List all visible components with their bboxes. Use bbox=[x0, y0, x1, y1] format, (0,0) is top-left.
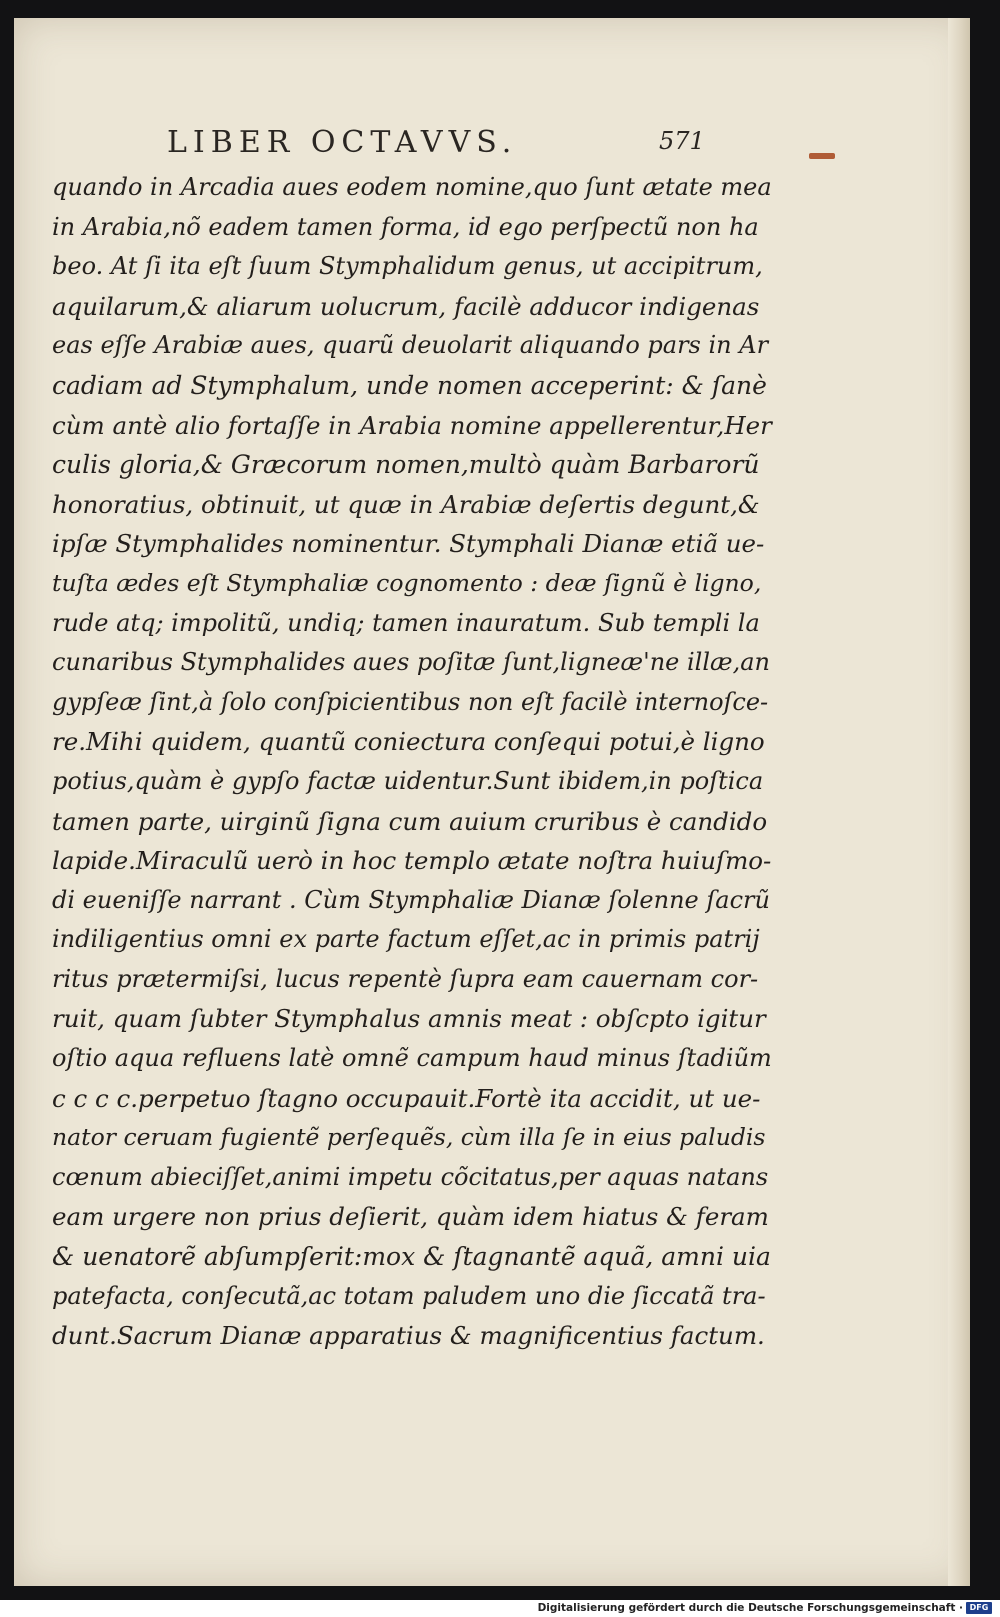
text-line: eas eſſe Arabiæ aues, quarũ deuolarit aliquando pars in Ar bbox=[52, 331, 769, 360]
text-line: honoratius, obtinuit, ut quæ in Arabiæ deſertis degunt,& bbox=[52, 489, 760, 519]
text-line: di eueniſſe narrant . Cùm Stymphaliæ Dianæ ſolenne ſacrũ bbox=[52, 885, 770, 914]
text-line: lapide.Miraculũ uerò in hoc templo ætate noſtra huiuſmo- bbox=[52, 846, 772, 876]
text-line: potius,quàm è gypſo factæ uidentur.Sunt ibidem,in poſtica bbox=[52, 766, 764, 795]
margin-ink-mark bbox=[809, 153, 835, 159]
text-line: oſtio aqua refluens latè omnẽ campum haud minus ſtadiũm bbox=[52, 1044, 772, 1073]
text-line: eam urgere non prius deſierit, quàm idem hiatus & feram bbox=[52, 1202, 769, 1232]
text-line: rude atq; impolitũ, undiq; tamen inauratum. Sub templi la bbox=[52, 608, 760, 637]
text-line: indiligentius omni ex parte factum eſſet,ac in primis patrij bbox=[52, 925, 760, 954]
text-line: ritus prætermiſsi, lucus repentè ſupra eam cauernam cor- bbox=[52, 964, 759, 993]
text-line: re.Mihi quidem, quantũ coniectura conſequi potui,è ligno bbox=[52, 727, 765, 757]
text-line: patefacta, conſecutã,ac totam paludem uno die ſiccatã tra- bbox=[52, 1281, 766, 1310]
text-line: c c c c.perpetuo ſtagno occupauit.Fortè ita accidit, ut ue- bbox=[52, 1083, 761, 1113]
text-line: cùm antè alio fortaſſe in Arabia nomine appellerentur,Her bbox=[52, 410, 772, 440]
text-line: dunt.Sacrum Dianæ apparatius & magnificentius factum. bbox=[52, 1321, 765, 1351]
text-line: cœnum abieciſſet,animi impetu cõcitatus,per aquas natans bbox=[52, 1162, 769, 1191]
text-line: tuſta ædes eſt Stymphaliæ cognomento : deæ ſignũ è ligno, bbox=[52, 568, 762, 597]
text-line: beo. At ſi ita eſt ſuum Stymphalidum genus, ut accipitrum, bbox=[52, 252, 763, 281]
text-line: cadiam ad Stymphalum, unde nomen acceperint: & ſanè bbox=[52, 370, 767, 400]
body-text bbox=[52, 168, 772, 1356]
running-head-title: LIBER OCTAVVS. bbox=[167, 125, 518, 160]
page-edge-shading bbox=[948, 18, 970, 1586]
text-line: quando in Arcadia aues eodem nomine,quo ſunt ætate mea bbox=[52, 173, 772, 201]
text-line: nator ceruam fugientẽ perſequẽs, cùm illa ſe in eius paludis bbox=[52, 1123, 766, 1152]
text-line: culis gloria,& Græcorum nomen,multò quàm Barbarorũ bbox=[52, 450, 760, 480]
page-number: 571 bbox=[659, 127, 705, 155]
text-line: gypſeæ ſint,à ſolo conſpicientibus non eſt facilè internoſce- bbox=[52, 687, 769, 716]
text-line: cunaribus Stymphalides aues poſitæ ſunt,ligneæ'ne illæ,an bbox=[52, 648, 770, 677]
footer-bar bbox=[0, 1600, 1000, 1617]
text-line: aquilarum,& aliarum uolucrum, facilè adducor indigenas bbox=[52, 291, 760, 321]
funding-credit: Digitalisierung gefördert durch die Deutsche Forschungsgemeinschaft · bbox=[537, 1602, 963, 1614]
text-line: & uenatorẽ abſumpſerit:mox & ſtagnantẽ aquã, amni uia bbox=[52, 1242, 771, 1272]
text-line: ruit, quam ſubter Stymphalus amnis meat : obſcpto igitur bbox=[52, 1004, 766, 1034]
text-line: in Arabia,nõ eadem tamen forma, id ego perſpectũ non ha bbox=[52, 212, 759, 241]
dfg-logo-icon: DFG bbox=[966, 1602, 992, 1614]
text-line: tamen parte, uirginũ ſigna cum auium cruribus è candido bbox=[52, 806, 768, 836]
book-page bbox=[14, 18, 970, 1586]
text-line: ipſæ Stymphalides nominentur. Stymphali Dianæ etiã ue- bbox=[52, 529, 765, 559]
